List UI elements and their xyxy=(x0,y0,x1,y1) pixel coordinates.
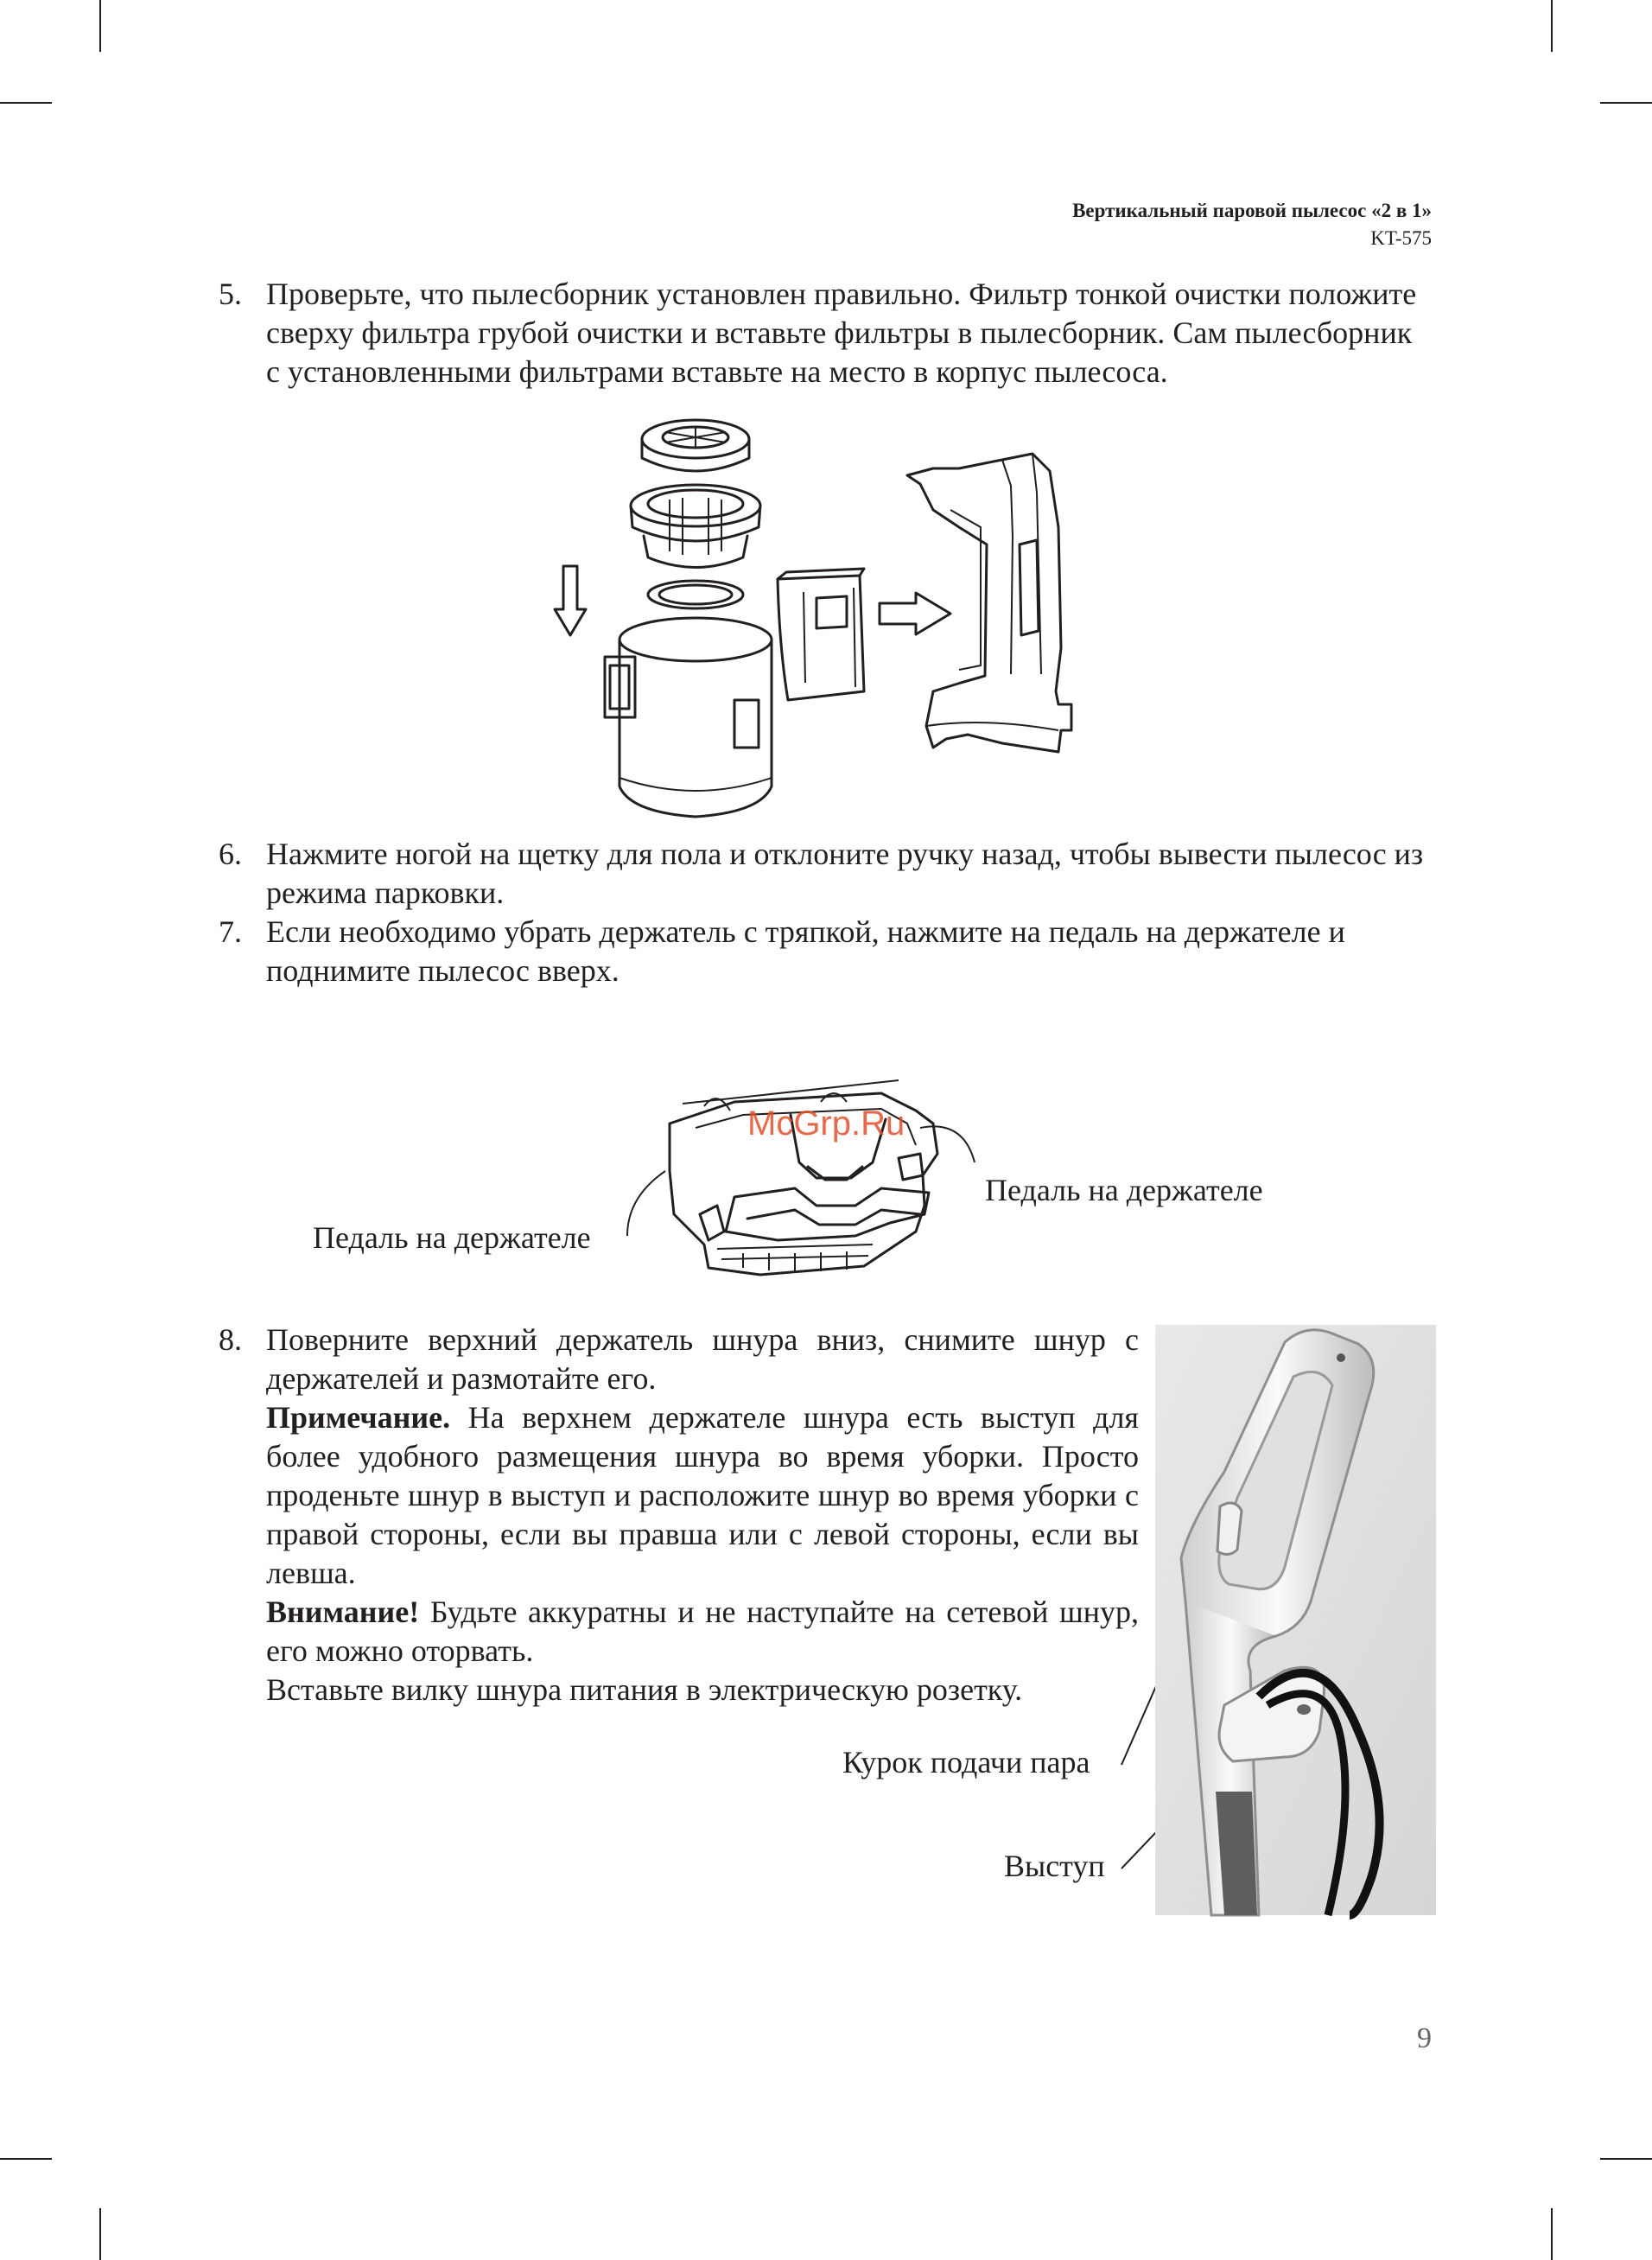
final-instruction: Вставьте вилку шнура питания в электрическую розетку. xyxy=(266,1672,1023,1707)
warning-label: Внимание! xyxy=(266,1595,420,1629)
steam-trigger-label: Курок подачи пара xyxy=(842,1745,1090,1779)
header-model: KT-575 xyxy=(1370,227,1432,249)
step-text: Поверните верхний держатель шнура вниз, снимите шнур с держателей и размотайте его. xyxy=(266,1322,1139,1396)
step-text: Проверьте, что пылесборник установлен правильно. Фильтр тонкой очистки положите сверху фильтра грубой очистки и вставьте фильтры в пылесборник. Сам пылесборник с установленными фильтрами вставьте на место в корпус пылесоса. xyxy=(266,277,1417,389)
step-number: 5. xyxy=(219,277,242,311)
protrusion-label: Выступ xyxy=(1004,1849,1105,1883)
handle-photo xyxy=(1155,1325,1436,1915)
step-number: 8. xyxy=(219,1322,242,1357)
warning-text: Будьте аккуратны и не наступайте на сетевой шнур, его можно оторвать. xyxy=(266,1595,1139,1668)
pedal-label-right: Педаль на держателе xyxy=(985,1173,1263,1207)
note-label: Примечание. xyxy=(266,1400,451,1435)
header-title: Вертикальный паровой пылесос «2 в 1» xyxy=(1072,200,1432,221)
pedal-label-left: Педаль на держателе xyxy=(313,1220,591,1255)
page-number: 9 xyxy=(1417,2022,1432,2054)
step-text: Если необходимо убрать держатель с тряпкой, нажмите на педаль на держателе и поднимите пылесос вверх. xyxy=(266,914,1345,988)
watermark: McGrp.Ru xyxy=(747,1105,905,1143)
step-number: 7. xyxy=(219,914,242,949)
note-text: На верхнем держателе шнура есть выступ для более удобного размещения шнура во время уборки. Просто проденьте шнур в выступ и расположите шнур во время уборки с правой стороны, если вы правша или с левой стороны, если вы левша. xyxy=(266,1400,1139,1590)
step-text: Нажмите ногой на щетку для пола и отклоните ручку назад, чтобы вывести пылесос из режима парковки. xyxy=(266,837,1424,910)
step-number: 6. xyxy=(219,837,242,871)
